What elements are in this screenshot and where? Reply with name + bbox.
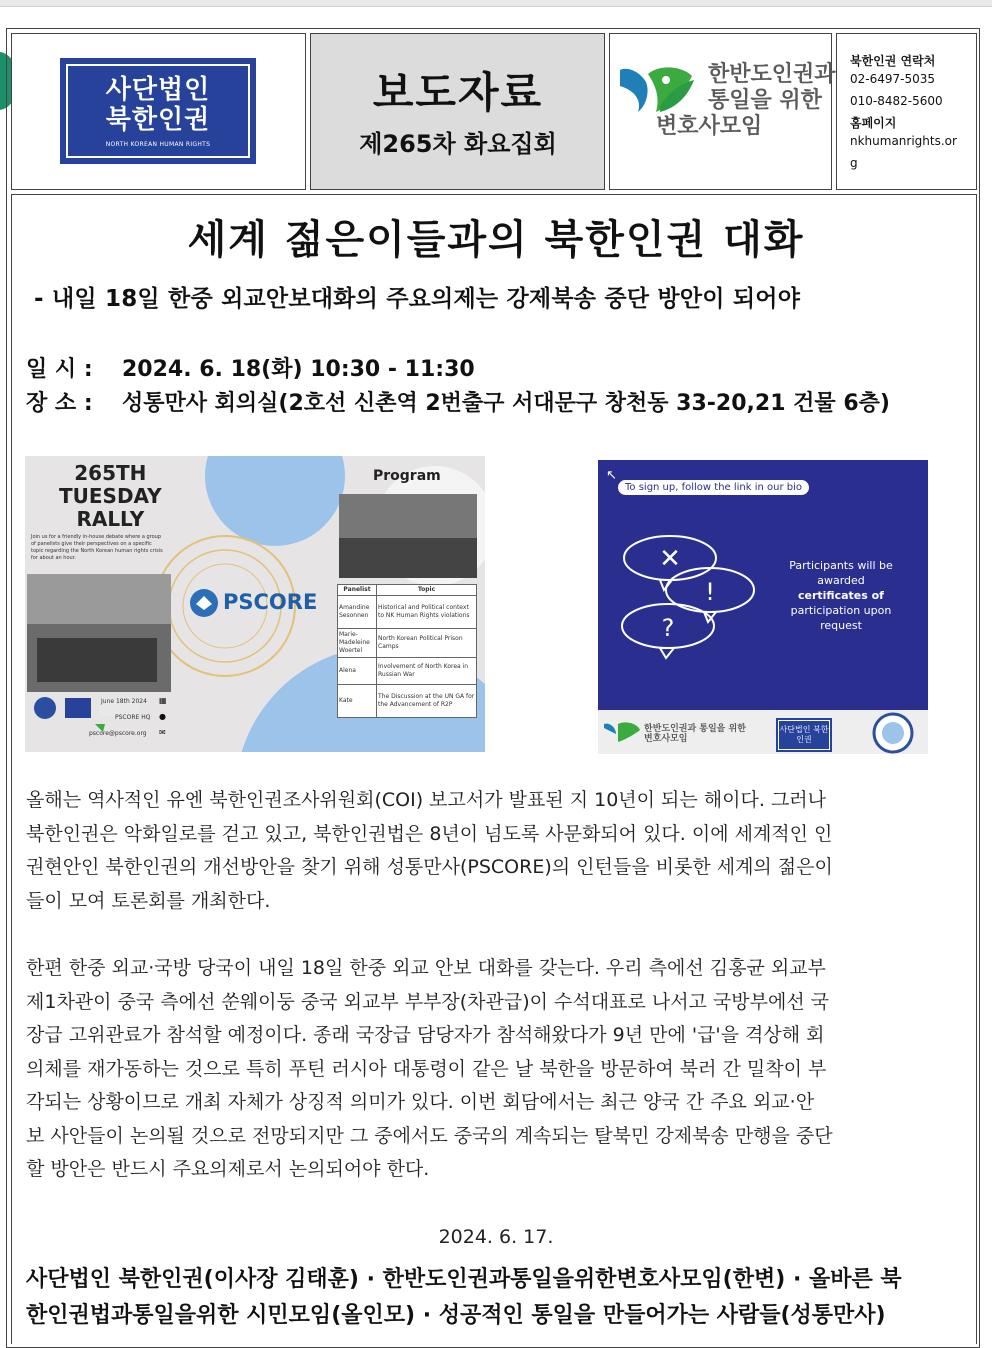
homepage-url-line1[interactable]: nkhumanrights.or <box>850 134 957 148</box>
arrow-up-left-icon: ↖ <box>606 468 617 483</box>
org-logo-line1: 사단법인 <box>105 74 211 105</box>
poster-blurb: Join us for a friendly in-house debate where a group of panelists give their perspectives on a specific topic regarding the North Korean human rights crisis for about an hour. <box>31 534 163 561</box>
top-divider <box>0 0 992 7</box>
location-pin-icon: ● <box>159 712 166 721</box>
signup-poster-footer <box>598 710 928 754</box>
pscore-logo-icon <box>189 588 219 618</box>
lawyers-logo-line1: 한반도인권과 <box>708 62 836 87</box>
org-logo-line2: 북한인권 <box>105 104 211 135</box>
mail-icon: ✉ <box>159 728 166 737</box>
page-title: 세계 젊은이들과의 북한인권 대화 <box>187 217 805 263</box>
poster-place: PSCORE HQ <box>115 714 151 721</box>
homepage-label: 홈페이지 <box>850 116 897 130</box>
table-row: Alena Involvement of North Korea in Russian War <box>338 658 477 685</box>
body-paragraph-2: 한편 한중 외교·국방 당국이 내일 18일 한중 외교 안보 대화를 갖는다. 우리 측에선 김홍균 외교부 제1차관이 중국 측에선 쑨웨이둥 중국 외교부 부부장(차관급)이 수석대표로 나서고 국방부에선 국 장급 고위관료가 참석할 예정이다. 종래 국장급 담당자가 참석해왔다가 9년 만에 '급'을 격상해 회 의체를 재가동하는 것으로 특히 푸틴 러시아 대통령이 같은 날 북한을 방문하여 북러 간 밀착이 부 각되는 상황이므로 개최 자체가 상징적 의미가 있다. 이번 회담에서는 최근 양국 간 주요 외교·안 보 사안들이 논의될 것으로 전망되지만 그 중에서도 중국의 계속되는 탈북민 강제북송 만행을 중단 할 방안은 반드시 주요의제로서 논의되어야 한다. <box>26 957 833 1180</box>
rally-photo <box>27 574 171 692</box>
poster-date: June 18th 2024 <box>101 698 147 705</box>
org-logo <box>60 58 256 164</box>
body-paragraph-1: 올해는 역사적인 유엔 북한인권조사위원회(COI) 보고서가 발표된 지 10년이 되는 해이다. 그러나 북한인권은 악화일로를 걷고 있고, 북한인권법은 8년이 넘도록 사문화되어 있다. 이에 세계적인 인 권현안인 북한인권의 개선방안을 찾기 위해 성통만사(PSCORE)의 인턴들을 비롯한 세계의 젊은이 들이 모여 토론회를 개최한다. <box>26 789 833 912</box>
footer-badge: 사단법인 북한인권 <box>776 718 832 752</box>
svg-text:?: ? <box>661 614 675 642</box>
schedule-line <box>26 352 475 383</box>
seal-icon <box>872 712 914 754</box>
schedule-value: 2024. 6. 18(화) 10:30 - 11:30 <box>122 357 475 382</box>
program-photo <box>339 494 477 578</box>
program-table <box>337 584 477 718</box>
org-logo-english: NORTH KOREAN HUMAN RIGHTS <box>105 140 211 148</box>
schedule-label: 일 시 : <box>26 357 93 382</box>
press-subtitle: 제265차 화요집회 <box>359 130 557 158</box>
lawyers-logo-small-icon <box>602 720 642 744</box>
poster-title-line1: 265TH <box>74 461 147 485</box>
svg-text:✕: ✕ <box>659 544 681 574</box>
table-row: Marie-Madeleine Woertel North Korean Political Prison Camps <box>338 629 477 658</box>
release-date: 2024. 6. 17. <box>438 1226 554 1248</box>
signatories <box>26 1262 966 1334</box>
table-header-panelist: Panelist <box>338 585 377 596</box>
homepage-url-line2[interactable]: g <box>850 156 858 170</box>
svg-text:!: ! <box>705 578 715 606</box>
page-subtitle: - 내일 18일 한중 외교안보대화의 주요의제는 강제북송 중단 방안이 되어야 <box>34 286 801 312</box>
contact-heading: 북한인권 연락처 <box>850 54 936 68</box>
lawyers-logo-line3: 변호사모임 <box>656 114 763 139</box>
venue-line <box>26 386 890 417</box>
press-title: 보도자료 <box>372 68 544 117</box>
contact-phone1[interactable]: 02-6497-5035 <box>850 72 936 86</box>
table-row: Amandine Sesonnen Historical and Political context to NK Human Rights violations <box>338 596 477 629</box>
contact-phone2[interactable]: 010-8482-5600 <box>850 94 943 108</box>
venue-label: 장 소 : <box>26 391 93 416</box>
poster-title-line3: RALLY <box>76 507 145 531</box>
rally-poster <box>25 456 485 752</box>
speech-bubbles-icon <box>620 534 762 664</box>
table-header-topic: Topic <box>377 585 477 596</box>
table-row: Kate The Discussion at the UN GA for the Advancement of R2P <box>338 685 477 718</box>
signatories-line2: 한인권법과통일을위한 시민모임(올인모) · 성공적인 통일을 만들어가는 사람들(성통만사) <box>26 1303 886 1328</box>
poster-title-line2: TUESDAY <box>59 484 162 508</box>
signup-poster <box>598 460 928 710</box>
award-text: Participants will be awarded certificates of participation upon request <box>789 559 893 632</box>
venue-value: 성통만사 회의실(2호선 신촌역 2번출구 서대문구 창천동 33-20,21 건물 6층) <box>122 391 890 416</box>
lawyers-logo-line2: 통일을 위한 <box>708 88 822 113</box>
signup-banner: To sign up, follow the link in our bio <box>618 480 809 495</box>
poster-email: pscore@pscore.org <box>89 730 147 737</box>
footer-org: 한반도인권과 통일을 위한 변호사모임 <box>644 724 746 744</box>
program-title: Program <box>373 468 441 484</box>
signatories-line1: 사단법인 북한인권(이사장 김태훈) · 한반도인권과통일을위한변호사모임(한변) · 올바른 북 <box>26 1267 902 1292</box>
poster-brand: PSCORE <box>223 590 318 614</box>
calendar-icon: ▦ <box>159 696 167 705</box>
